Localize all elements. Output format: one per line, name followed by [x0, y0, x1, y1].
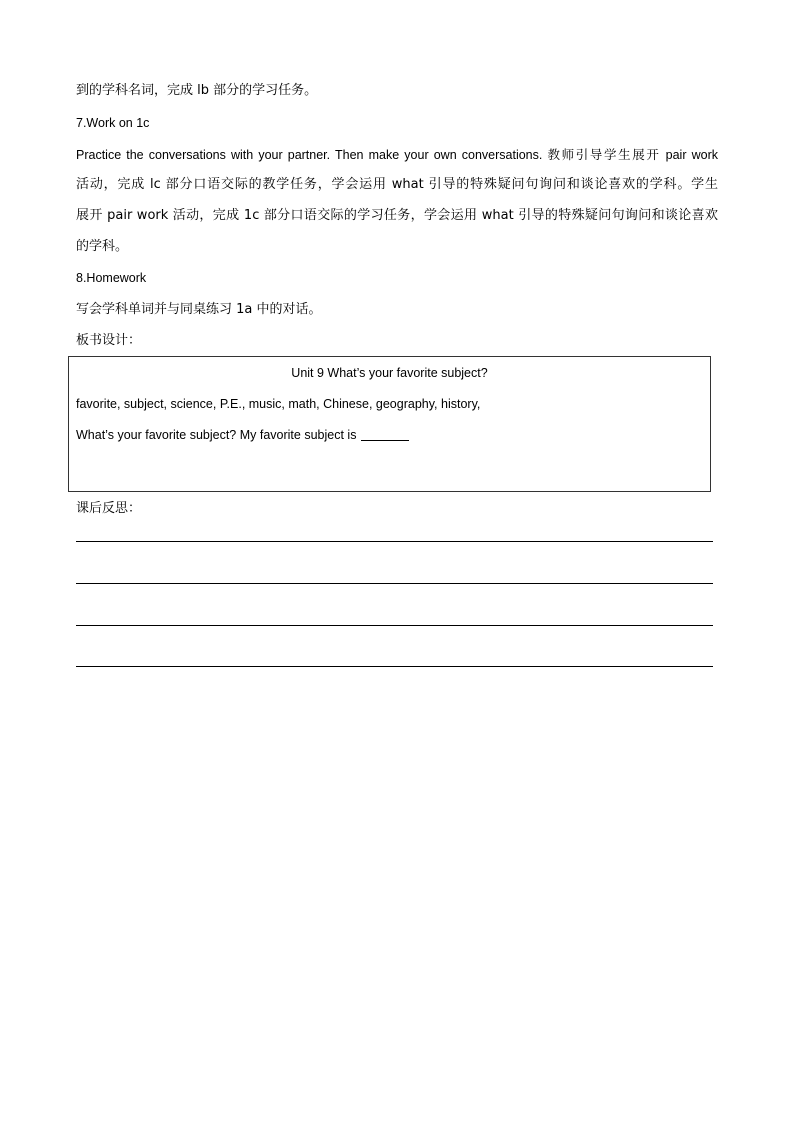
homework-text: 写会学科单词并与同桌练习 1a 中的对话。 — [76, 302, 322, 317]
answer-blank — [361, 428, 409, 441]
board-vocabulary-line: favorite, subject, science, P.E., music, math, Chinese, geography, history, — [76, 397, 481, 411]
reflection-writing-line — [76, 583, 713, 584]
paragraph-1c-line-4: 的学科。 — [76, 239, 129, 254]
board-sentence-text: What’s your favorite subject? My favorite subject is — [76, 428, 357, 442]
section-heading-homework: 8.Homework — [76, 271, 147, 285]
board-design-label: 板书设计： — [76, 333, 142, 348]
section-heading-work-on-1c: 7.Work on 1c — [76, 116, 150, 130]
reflection-label: 课后反思： — [76, 501, 142, 516]
reflection-writing-line — [76, 541, 713, 542]
paragraph-1c-line-1: Practice the conversations with your partner. Then make your own conversations. 教师引导学生展开 pair work — [76, 148, 718, 162]
board-sentence-line — [76, 428, 409, 442]
paragraph-1c-line-2: 活动，完成 lc 部分口语交际的教学任务，学会运用 what 引导的特殊疑问句询问和谈论喜欢的学科。学生 — [76, 177, 718, 192]
paragraph-1c-line-3: 展开 pair work 活动，完成 1c 部分口语交际的学习任务，学会运用 what 引导的特殊疑问句询问和谈论喜欢 — [76, 208, 718, 223]
reflection-writing-line — [76, 666, 713, 667]
intro-line: 到的学科名词，完成 lb 部分的学习任务。 — [76, 83, 318, 98]
reflection-writing-line — [76, 625, 713, 626]
board-design-box — [68, 356, 711, 492]
board-title: Unit 9 What’s your favorite subject? — [291, 366, 488, 380]
